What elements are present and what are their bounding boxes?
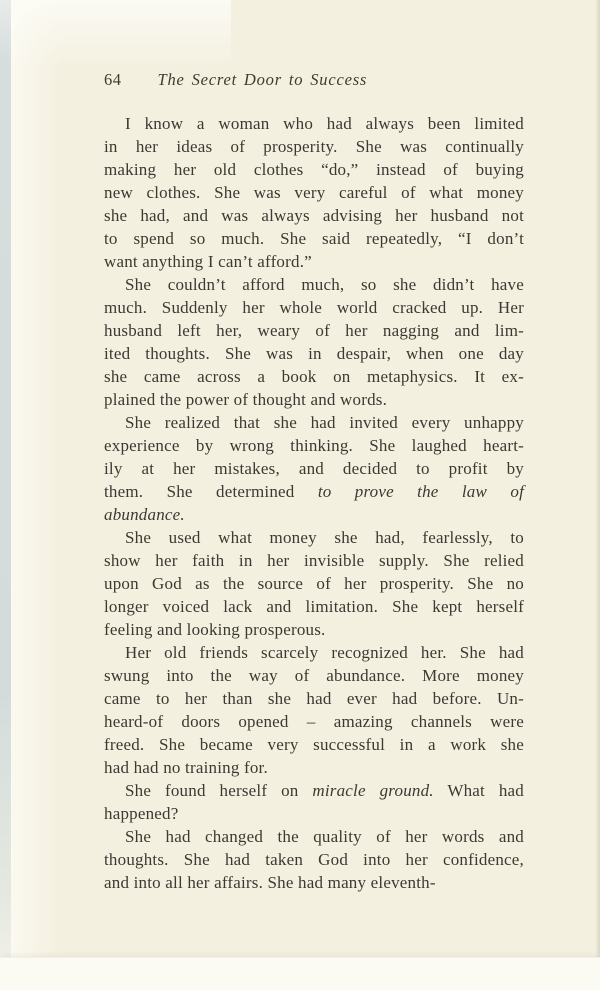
text-line	[104, 204, 524, 227]
text-run: husband left her, weary of her nagging and lim-	[104, 321, 524, 340]
paragraph	[104, 779, 524, 825]
text-run: swung into the way of abundance. More money	[104, 666, 524, 685]
text-run: ily at her mistakes, and decided to profit by	[104, 459, 524, 478]
text-line	[104, 848, 524, 871]
scan-edge-left	[0, 0, 11, 990]
text-run: and into all her affairs. She had many eleventh-	[104, 873, 436, 892]
text-run: longer voiced lack and limitation. She kept herself	[104, 597, 524, 616]
text-line	[104, 687, 524, 710]
text-run: thoughts. She had taken God into her confidence,	[104, 850, 524, 869]
paragraph	[104, 112, 524, 273]
text-run: show her faith in her invisible supply. She relied	[104, 551, 524, 570]
text-line	[104, 779, 524, 802]
text-run-italic: miracle ground.	[312, 781, 434, 800]
text-run: Her old friends scarcely recognized her. She had	[125, 643, 524, 662]
text-run: upon God as the source of her prosperity. She no	[104, 574, 524, 593]
text-line	[104, 710, 524, 733]
text-line	[104, 296, 524, 319]
text-run: she had, and was always advising her husband not	[104, 206, 524, 225]
text-run: She found herself on	[125, 781, 313, 800]
text-line	[104, 181, 524, 204]
text-run: she came across a book on metaphysics. It ex-	[104, 367, 524, 386]
text-line	[104, 250, 524, 273]
text-line	[104, 365, 524, 388]
text-line	[104, 825, 524, 848]
text-run: She realized that she had invited every unhappy	[125, 413, 524, 432]
text-run: much. Suddenly her whole world cracked up. Her	[104, 298, 524, 317]
text-run: experience by wrong thinking. She laughed heart-	[104, 436, 524, 455]
text-line	[104, 158, 524, 181]
text-run: new clothes. She was very careful of what money	[104, 183, 524, 202]
page-body	[104, 112, 524, 894]
text-run: making her old clothes “do,” instead of buying	[104, 160, 524, 179]
text-run: want anything I can’t afford.”	[104, 252, 312, 271]
text-line	[104, 319, 524, 342]
text-line	[104, 756, 524, 779]
text-run: heard-of doors opened – amazing channels were	[104, 712, 524, 731]
paragraph	[104, 641, 524, 779]
text-run: plained the power of thought and words.	[104, 390, 388, 409]
text-run: freed. She became very successful in a work she	[104, 735, 524, 754]
text-line	[104, 388, 524, 411]
text-line	[104, 112, 524, 135]
text-run: ited thoughts. She was in despair, when one day	[104, 344, 524, 363]
scan-edge-left-highlight	[11, 0, 61, 990]
text-run-italic: to prove the law of	[317, 482, 524, 501]
text-run: feeling and looking prosperous.	[104, 620, 326, 639]
text-line	[104, 802, 524, 825]
text-line	[104, 664, 524, 687]
text-line	[104, 480, 524, 503]
text-line	[104, 871, 524, 894]
text-run: happened?	[104, 804, 179, 823]
text-line	[104, 549, 524, 572]
text-line	[104, 618, 524, 641]
text-run-italic: abundance.	[104, 505, 185, 524]
text-line	[104, 641, 524, 664]
text-line	[104, 572, 524, 595]
text-line	[104, 135, 524, 158]
text-line	[104, 227, 524, 250]
page-content	[104, 70, 524, 894]
paragraph	[104, 411, 524, 526]
text-line	[104, 526, 524, 549]
text-run: She had changed the quality of her words and	[125, 827, 524, 846]
scan-edge-right	[595, 0, 600, 990]
text-run: What had	[433, 781, 524, 800]
text-line	[104, 503, 524, 526]
paragraph	[104, 273, 524, 411]
paragraph	[104, 526, 524, 641]
running-head-title: The Secret Door to Success	[157, 70, 368, 89]
text-line	[104, 342, 524, 365]
text-line	[104, 434, 524, 457]
text-line	[104, 595, 524, 618]
text-line	[104, 457, 524, 480]
text-run: came to her than she had ever had before. Un-	[104, 689, 524, 708]
text-line	[104, 411, 524, 434]
text-run: to spend so much. She said repeatedly, “I don’t	[104, 229, 524, 248]
text-run: them. She determined	[104, 482, 318, 501]
text-line	[104, 273, 524, 296]
paragraph	[104, 825, 524, 894]
text-line	[104, 733, 524, 756]
scan-edge-top-highlight	[11, 0, 231, 70]
text-run: had had no training for.	[104, 758, 268, 777]
text-run: in her ideas of prosperity. She was continually	[104, 137, 524, 156]
scan-edge-bottom	[0, 957, 600, 990]
text-run: She used what money she had, fearlessly, to	[125, 528, 524, 547]
text-run: She couldn’t afford much, so she didn’t have	[125, 275, 524, 294]
running-head	[104, 70, 524, 90]
page-number: 64	[104, 70, 122, 89]
text-run: I know a woman who had always been limited	[125, 114, 524, 133]
